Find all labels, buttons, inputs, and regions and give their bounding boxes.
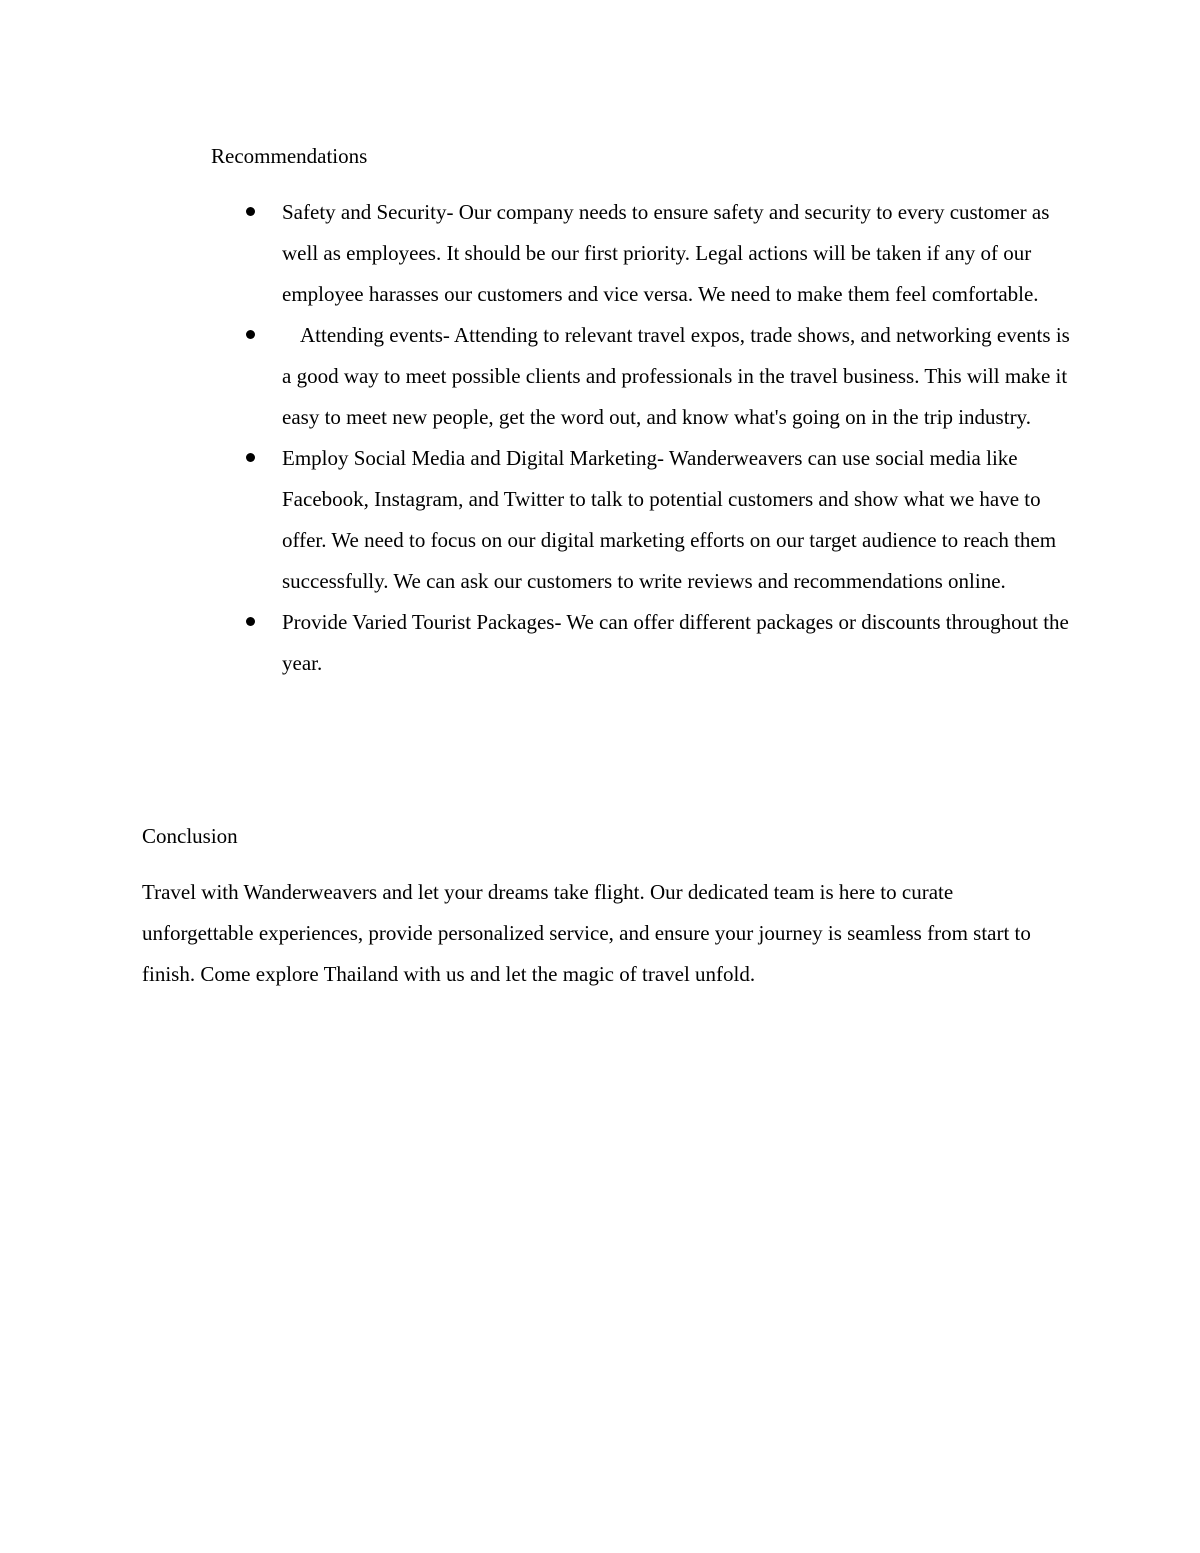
conclusion-heading: Conclusion (142, 824, 238, 848)
bullet-icon (246, 617, 255, 626)
recommendation-text: Safety and Security- Our company needs to ensure safety and security to every customer as well as employees. It should be our first priority. Legal actions will be taken if any of our employee harasses our customers and vice versa. We need to make them feel comfortable. (282, 200, 1050, 306)
list-item (282, 602, 1072, 684)
recommendation-text: Provide Varied Tourist Packages- We can offer different packages or discounts throughout the year. (282, 610, 1069, 675)
bullet-icon (246, 207, 255, 216)
recommendation-text (282, 323, 1070, 429)
recommendation-text-content: Attending events- Attending to relevant travel expos, trade shows, and networking events is a good way to meet possible clients and professionals in the travel business. This will make it easy to meet new people, get the word out, and know what's going on in the trip industry. (282, 323, 1070, 429)
list-item (282, 438, 1072, 602)
bullet-icon (246, 453, 255, 462)
recommendations-heading: Recommendations (211, 144, 368, 168)
conclusion-paragraph: Travel with Wanderweavers and let your dreams take flight. Our dedicated team is here to curate unforgettable experiences, provide personalized service, and ensure your journey is seamless from start to finish. Come explore Thailand with us and let the magic of travel unfold. (142, 880, 1031, 986)
recommendation-text: Employ Social Media and Digital Marketing- Wanderweavers can use social media like Facebook, Instagram, and Twitter to talk to potential customers and show what we have to offer. We need to focus on our digital marketing efforts on our target audience to reach them successfully. We can ask our customers to write reviews and recommendations online. (282, 446, 1057, 593)
recommendations-list (282, 192, 1072, 684)
list-item (282, 315, 1072, 438)
list-item (282, 192, 1072, 315)
bullet-icon (246, 330, 255, 339)
